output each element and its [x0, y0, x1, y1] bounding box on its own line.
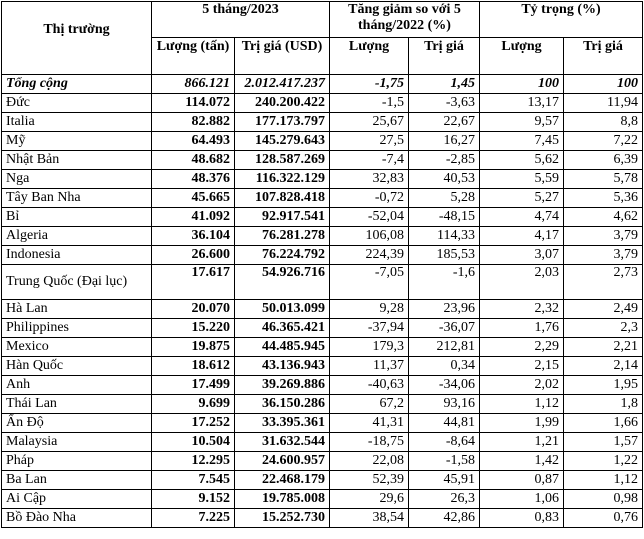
- value-cell: 116.322.129: [235, 170, 330, 189]
- share-value-cell: 2,49: [564, 300, 643, 319]
- market-cell: Malaysia: [2, 433, 152, 452]
- change-volume-cell: 41,31: [330, 414, 409, 433]
- total-row: [2, 75, 643, 94]
- value-cell: 92.917.541: [235, 208, 330, 227]
- table-row: [2, 113, 643, 132]
- change-value-cell: 40,53: [409, 170, 480, 189]
- change-volume-cell: -40,63: [330, 376, 409, 395]
- change-value-cell: 22,67: [409, 113, 480, 132]
- share-volume-cell: 1,06: [480, 490, 564, 509]
- share-value-cell: 2,21: [564, 338, 643, 357]
- value-cell: 128.587.269: [235, 151, 330, 170]
- change-volume-cell: -1,5: [330, 94, 409, 113]
- table-row: [2, 338, 643, 357]
- table-row: [2, 414, 643, 433]
- header-period-group: 5 tháng/2023: [152, 2, 330, 38]
- share-volume-cell: 2,32: [480, 300, 564, 319]
- share-value-cell: 6,39: [564, 151, 643, 170]
- share-volume-cell: 5,59: [480, 170, 564, 189]
- volume-cell: 7.545: [152, 471, 235, 490]
- share-volume-cell: 0,87: [480, 471, 564, 490]
- value-cell: 76.281.278: [235, 227, 330, 246]
- market-cell: Anh: [2, 376, 152, 395]
- share-value-cell: 3,79: [564, 246, 643, 265]
- change-volume-cell: -18,75: [330, 433, 409, 452]
- header-change-volume: Lượng: [330, 38, 409, 75]
- share-value-cell: 3,79: [564, 227, 643, 246]
- share-volume-cell: 4,74: [480, 208, 564, 227]
- value-cell: 240.200.422: [235, 94, 330, 113]
- table-row: [2, 509, 643, 528]
- market-cell: Thái Lan: [2, 395, 152, 414]
- volume-cell: 26.600: [152, 246, 235, 265]
- value-cell: 54.926.716: [235, 265, 330, 300]
- change-value-cell: -1,58: [409, 452, 480, 471]
- change-volume-cell: -7,4: [330, 151, 409, 170]
- header-share-value: Trị giá: [564, 38, 643, 75]
- change-volume-cell: 179,3: [330, 338, 409, 357]
- table-row: [2, 132, 643, 151]
- table-row: [2, 300, 643, 319]
- share-volume-cell: 2,02: [480, 376, 564, 395]
- share-volume-cell: 1,76: [480, 319, 564, 338]
- share-volume-cell: 3,07: [480, 246, 564, 265]
- change-volume-cell: 22,08: [330, 452, 409, 471]
- change-value-cell: 5,28: [409, 189, 480, 208]
- share-volume-cell: 5,27: [480, 189, 564, 208]
- change-value-cell: -48,15: [409, 208, 480, 227]
- change-volume-cell: 38,54: [330, 509, 409, 528]
- table-row: [2, 94, 643, 113]
- change-volume-cell: 224,39: [330, 246, 409, 265]
- table-row: [2, 227, 643, 246]
- table-row: [2, 208, 643, 227]
- volume-cell: 18.612: [152, 357, 235, 376]
- market-cell: Ai Cập: [2, 490, 152, 509]
- share-volume-cell: 7,45: [480, 132, 564, 151]
- value-cell: 107.828.418: [235, 189, 330, 208]
- change-volume-cell: 27,5: [330, 132, 409, 151]
- volume-cell: 64.493: [152, 132, 235, 151]
- market-cell: Ba Lan: [2, 471, 152, 490]
- table-row: [2, 471, 643, 490]
- value-cell: 33.395.361: [235, 414, 330, 433]
- market-cell: Philippines: [2, 319, 152, 338]
- table-row: [2, 151, 643, 170]
- share-value-cell: 1,95: [564, 376, 643, 395]
- market-cell: Bỉ: [2, 208, 152, 227]
- volume-cell: 45.665: [152, 189, 235, 208]
- export-market-table: [1, 1, 643, 528]
- share-value-cell: 1,22: [564, 452, 643, 471]
- change-volume-cell: 52,39: [330, 471, 409, 490]
- change-value-cell: 212,81: [409, 338, 480, 357]
- share-value-cell: 5,78: [564, 170, 643, 189]
- value-cell: 76.224.792: [235, 246, 330, 265]
- share-value-cell: 5,36: [564, 189, 643, 208]
- total-change-volume: -1,75: [330, 75, 409, 94]
- market-cell: Ấn Độ: [2, 414, 152, 433]
- market-cell: Nhật Bản: [2, 151, 152, 170]
- total-share-volume: 100: [480, 75, 564, 94]
- value-cell: 50.013.099: [235, 300, 330, 319]
- volume-cell: 12.295: [152, 452, 235, 471]
- market-cell: Nga: [2, 170, 152, 189]
- value-cell: 145.279.643: [235, 132, 330, 151]
- share-value-cell: 1,12: [564, 471, 643, 490]
- volume-cell: 114.072: [152, 94, 235, 113]
- value-cell: 19.785.008: [235, 490, 330, 509]
- volume-cell: 20.070: [152, 300, 235, 319]
- value-cell: 36.150.286: [235, 395, 330, 414]
- table-row: [2, 433, 643, 452]
- market-cell: Algeria: [2, 227, 152, 246]
- header-value: Trị giá (USD): [235, 38, 330, 75]
- table-row: [2, 490, 643, 509]
- header-change-value: Trị giá: [409, 38, 480, 75]
- table-row: [2, 319, 643, 338]
- change-value-cell: -8,64: [409, 433, 480, 452]
- value-cell: 24.600.957: [235, 452, 330, 471]
- market-cell: Mỹ: [2, 132, 152, 151]
- market-cell: Indonesia: [2, 246, 152, 265]
- change-value-cell: 45,91: [409, 471, 480, 490]
- share-value-cell: 1,57: [564, 433, 643, 452]
- share-value-cell: 1,8: [564, 395, 643, 414]
- volume-cell: 15.220: [152, 319, 235, 338]
- share-volume-cell: 1,21: [480, 433, 564, 452]
- table-row: [2, 170, 643, 189]
- share-value-cell: 1,66: [564, 414, 643, 433]
- table-row: [2, 265, 643, 300]
- value-cell: 31.632.544: [235, 433, 330, 452]
- change-volume-cell: -0,72: [330, 189, 409, 208]
- header-volume: Lượng (tấn): [152, 38, 235, 75]
- market-cell: Mexico: [2, 338, 152, 357]
- change-volume-cell: 32,83: [330, 170, 409, 189]
- volume-cell: 48.376: [152, 170, 235, 189]
- change-volume-cell: 67,2: [330, 395, 409, 414]
- header-change-group: Tăng giảm so với 5 tháng/2022 (%): [330, 2, 480, 38]
- change-volume-cell: 11,37: [330, 357, 409, 376]
- value-cell: 43.136.943: [235, 357, 330, 376]
- market-cell: Đức: [2, 94, 152, 113]
- volume-cell: 17.617: [152, 265, 235, 300]
- change-volume-cell: -7,05: [330, 265, 409, 300]
- table-row: [2, 376, 643, 395]
- value-cell: 22.468.179: [235, 471, 330, 490]
- share-value-cell: 7,22: [564, 132, 643, 151]
- market-cell: Tây Ban Nha: [2, 189, 152, 208]
- change-value-cell: -36,07: [409, 319, 480, 338]
- volume-cell: 7.225: [152, 509, 235, 528]
- change-volume-cell: 29,6: [330, 490, 409, 509]
- header-share-volume: Lượng: [480, 38, 564, 75]
- change-value-cell: 0,34: [409, 357, 480, 376]
- total-volume: 866.121: [152, 75, 235, 94]
- change-value-cell: -1,6: [409, 265, 480, 300]
- total-label: Tổng cộng: [2, 75, 152, 94]
- change-value-cell: -2,85: [409, 151, 480, 170]
- change-volume-cell: 106,08: [330, 227, 409, 246]
- share-volume-cell: 0,83: [480, 509, 564, 528]
- change-volume-cell: 25,67: [330, 113, 409, 132]
- table-row: [2, 452, 643, 471]
- change-volume-cell: 9,28: [330, 300, 409, 319]
- share-volume-cell: 1,12: [480, 395, 564, 414]
- share-volume-cell: 9,57: [480, 113, 564, 132]
- total-change-value: 1,45: [409, 75, 480, 94]
- table-row: [2, 395, 643, 414]
- change-value-cell: 23,96: [409, 300, 480, 319]
- value-cell: 39.269.886: [235, 376, 330, 395]
- share-volume-cell: 5,62: [480, 151, 564, 170]
- share-volume-cell: 2,29: [480, 338, 564, 357]
- change-value-cell: -3,63: [409, 94, 480, 113]
- market-cell: Hàn Quốc: [2, 357, 152, 376]
- share-volume-cell: 13,17: [480, 94, 564, 113]
- share-value-cell: 2,14: [564, 357, 643, 376]
- value-cell: 177.173.797: [235, 113, 330, 132]
- share-volume-cell: 1,42: [480, 452, 564, 471]
- table-row: [2, 189, 643, 208]
- header-market: Thị trường: [2, 2, 152, 75]
- change-value-cell: 114,33: [409, 227, 480, 246]
- change-value-cell: 16,27: [409, 132, 480, 151]
- value-cell: 44.485.945: [235, 338, 330, 357]
- share-volume-cell: 4,17: [480, 227, 564, 246]
- value-cell: 46.365.421: [235, 319, 330, 338]
- share-volume-cell: 2,03: [480, 265, 564, 300]
- volume-cell: 19.875: [152, 338, 235, 357]
- change-volume-cell: -52,04: [330, 208, 409, 227]
- total-value: 2.012.417.237: [235, 75, 330, 94]
- value-cell: 15.252.730: [235, 509, 330, 528]
- share-volume-cell: 2,15: [480, 357, 564, 376]
- market-cell: Pháp: [2, 452, 152, 471]
- market-cell: Hà Lan: [2, 300, 152, 319]
- volume-cell: 17.499: [152, 376, 235, 395]
- change-value-cell: 26,3: [409, 490, 480, 509]
- share-value-cell: 0,98: [564, 490, 643, 509]
- total-share-value: 100: [564, 75, 643, 94]
- share-value-cell: 2,73: [564, 265, 643, 300]
- volume-cell: 17.252: [152, 414, 235, 433]
- market-cell: Bồ Đào Nha: [2, 509, 152, 528]
- share-value-cell: 4,62: [564, 208, 643, 227]
- volume-cell: 48.682: [152, 151, 235, 170]
- market-cell: Trung Quốc (Đại lục): [2, 265, 152, 300]
- change-value-cell: -34,06: [409, 376, 480, 395]
- volume-cell: 10.504: [152, 433, 235, 452]
- change-volume-cell: -37,94: [330, 319, 409, 338]
- volume-cell: 9.152: [152, 490, 235, 509]
- change-value-cell: 44,81: [409, 414, 480, 433]
- market-cell: Italia: [2, 113, 152, 132]
- share-value-cell: 0,76: [564, 509, 643, 528]
- table-row: [2, 357, 643, 376]
- volume-cell: 36.104: [152, 227, 235, 246]
- volume-cell: 9.699: [152, 395, 235, 414]
- header-share-group: Tỷ trọng (%): [480, 2, 643, 38]
- share-value-cell: 11,94: [564, 94, 643, 113]
- volume-cell: 41.092: [152, 208, 235, 227]
- change-value-cell: 42,86: [409, 509, 480, 528]
- share-value-cell: 8,8: [564, 113, 643, 132]
- table-row: [2, 246, 643, 265]
- share-value-cell: 2,3: [564, 319, 643, 338]
- volume-cell: 82.882: [152, 113, 235, 132]
- change-value-cell: 185,53: [409, 246, 480, 265]
- share-volume-cell: 1,99: [480, 414, 564, 433]
- change-value-cell: 93,16: [409, 395, 480, 414]
